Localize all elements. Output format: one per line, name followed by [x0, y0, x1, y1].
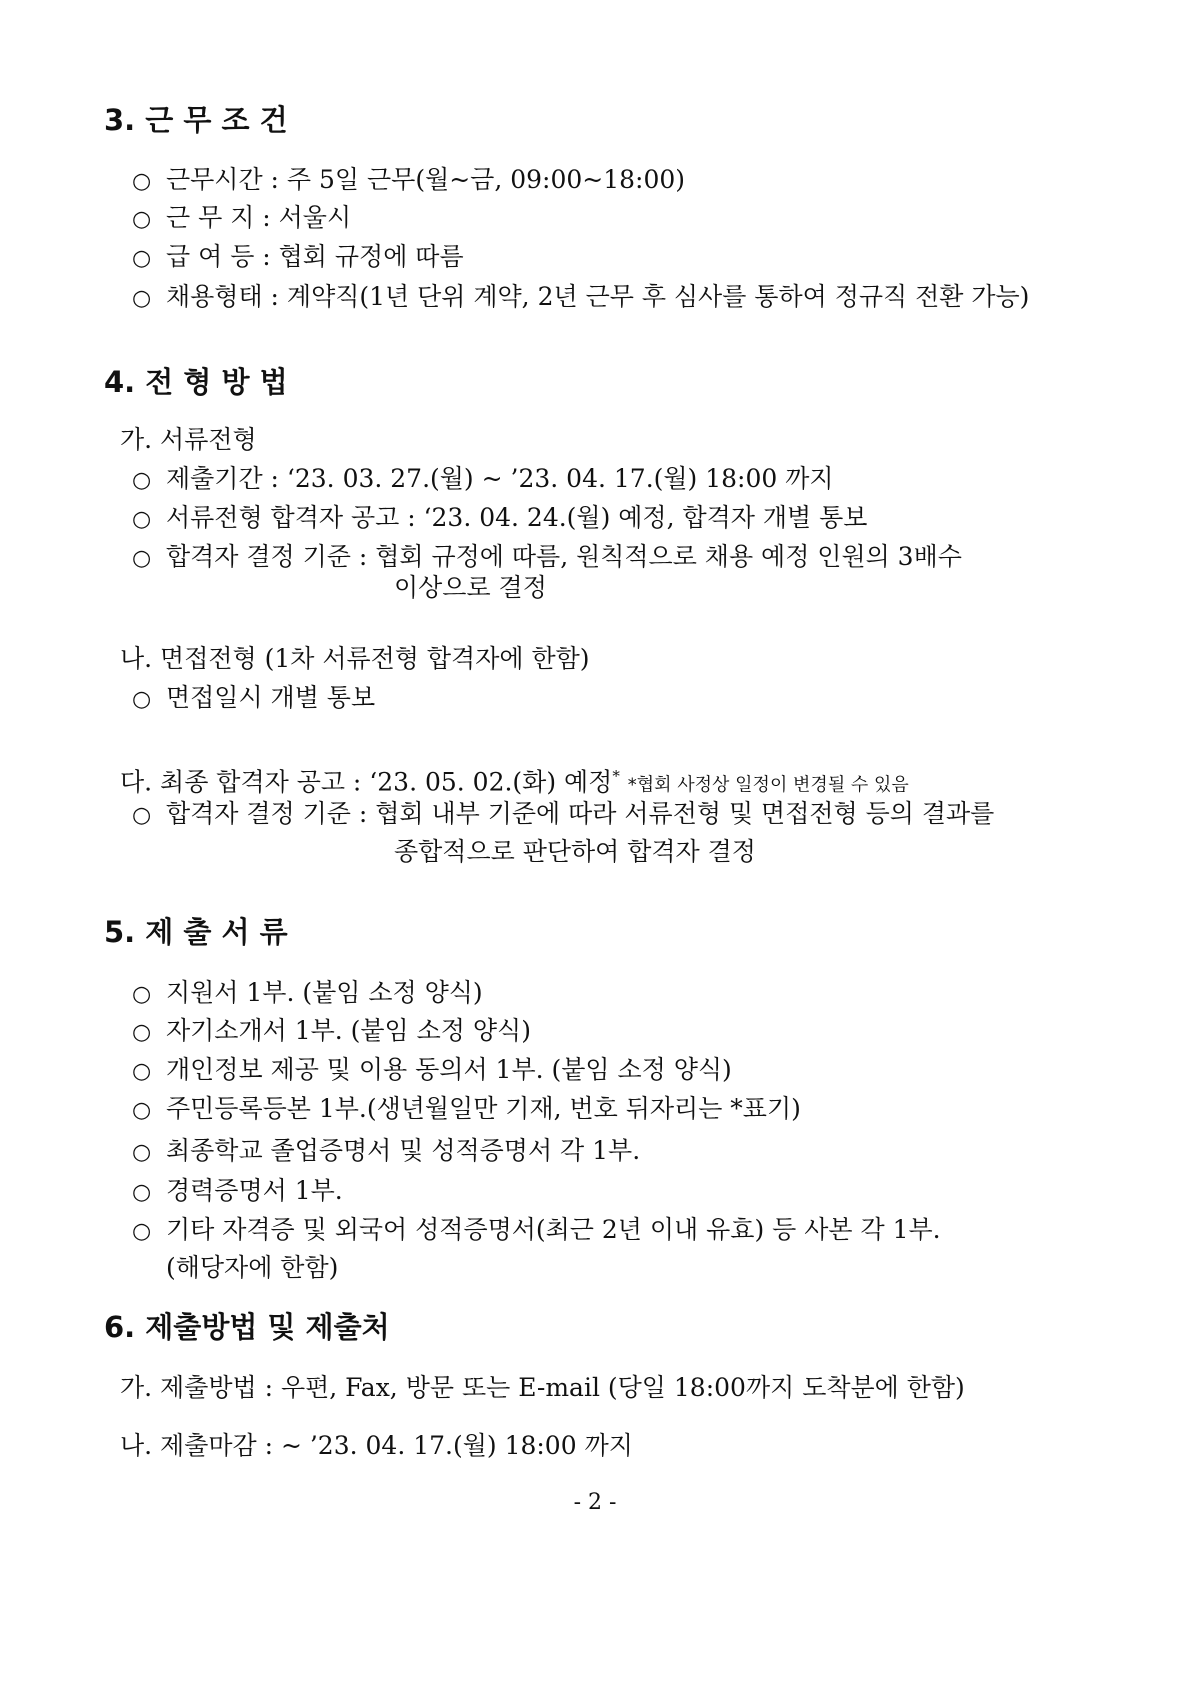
bullet: ○	[132, 207, 152, 232]
subsection-ga-label: 가. 서류전형	[120, 425, 257, 454]
submission-method: 가. 제출방법 : 우편, Fax, 방문 또는 E-mail (당일 18:00까지 도착분에 한함)	[120, 1373, 965, 1402]
list-item: ○ 개인정보 제공 및 이용 동의서 1부. (붙임 소정 양식)	[132, 1054, 732, 1088]
list-item: ○ 경력증명서 1부.	[132, 1175, 343, 1209]
footnote-note: *협회 사정상 일정이 변경될 수 있음	[627, 774, 909, 796]
bullet: ○	[132, 1180, 152, 1205]
bullet: ○	[132, 1020, 152, 1045]
bullet: ○	[132, 507, 152, 532]
list-item: ○ 채용형태 : 계약직(1년 단위 계약, 2년 근무 후 심사를 통하여 정규직 전환 가능)	[132, 281, 1029, 315]
bullet: ○	[132, 1140, 152, 1165]
page-number: - 2 -	[573, 1490, 617, 1515]
list-item: ○ 근무시간 : 주 5일 근무(월~금, 09:00~18:00)	[132, 164, 685, 198]
list-item: ○ 합격자 결정 기준 : 협회 내부 기준에 따라 서류전형 및 면접전형 등의 결과를	[132, 798, 994, 832]
list-item: ○ 합격자 결정 기준 : 협회 규정에 따름, 원칙적으로 채용 예정 인원의 3배수	[132, 541, 962, 575]
list-item: ○ 근 무 지 : 서울시	[132, 202, 351, 236]
list-item: ○ 지원서 1부. (붙임 소정 양식)	[132, 977, 483, 1011]
list-item: ○ 면접일시 개별 통보	[132, 682, 375, 716]
footnote-marker: *	[612, 767, 620, 785]
bullet: ○	[132, 286, 152, 311]
list-item-continuation: 종합적으로 판단하여 합격자 결정	[394, 837, 756, 866]
list-item: ○ 최종학교 졸업증명서 및 성적증명서 각 1부.	[132, 1135, 640, 1169]
bullet: ○	[132, 1219, 152, 1244]
section-5-heading: 5. 제 출 서 류	[104, 915, 288, 949]
submission-deadline: 나. 제출마감 : ~ ’23. 04. 17.(월) 18:00 까지	[120, 1431, 633, 1460]
bullet: ○	[132, 687, 152, 712]
section-4-heading: 4. 전 형 방 법	[104, 365, 288, 399]
list-item: ○ 주민등록등본 1부.(생년월일만 기재, 번호 뒤자리는 *표기)	[132, 1093, 801, 1127]
list-item: ○ 급 여 등 : 협회 규정에 따름	[132, 241, 464, 275]
subsection-da-label: 다. 최종 합격자 공고 : ‘23. 05. 02.(화) 예정* *협회 사정상 일정이 변경될 수 있음	[120, 767, 909, 797]
bullet: ○	[132, 246, 152, 271]
bullet: ○	[132, 169, 152, 194]
bullet: ○	[132, 468, 152, 493]
bullet: ○	[132, 546, 152, 571]
subsection-na-label: 나. 면접전형 (1차 서류전형 합격자에 한함)	[120, 644, 590, 673]
list-item: ○ 기타 자격증 및 외국어 성적증명서(최근 2년 이내 유효) 등 사본 각 1부.	[132, 1214, 941, 1248]
section-3-heading: 3. 근 무 조 건	[104, 103, 288, 137]
list-item: ○ 자기소개서 1부. (붙임 소정 양식)	[132, 1015, 531, 1049]
list-item: ○ 서류전형 합격자 공고 : ‘23. 04. 24.(월) 예정, 합격자 개별 통보	[132, 502, 867, 536]
list-item: ○ 제출기간 : ‘23. 03. 27.(월) ~ ’23. 04. 17.(월) 18:00 까지	[132, 463, 834, 497]
section-6-heading: 6. 제출방법 및 제출처	[104, 1310, 390, 1344]
bullet: ○	[132, 803, 152, 828]
bullet: ○	[132, 1059, 152, 1084]
bullet: ○	[132, 982, 152, 1007]
bullet: ○	[132, 1098, 152, 1123]
list-item-continuation: 이상으로 결정	[394, 573, 547, 602]
list-item-continuation: (해당자에 한함)	[166, 1253, 339, 1282]
